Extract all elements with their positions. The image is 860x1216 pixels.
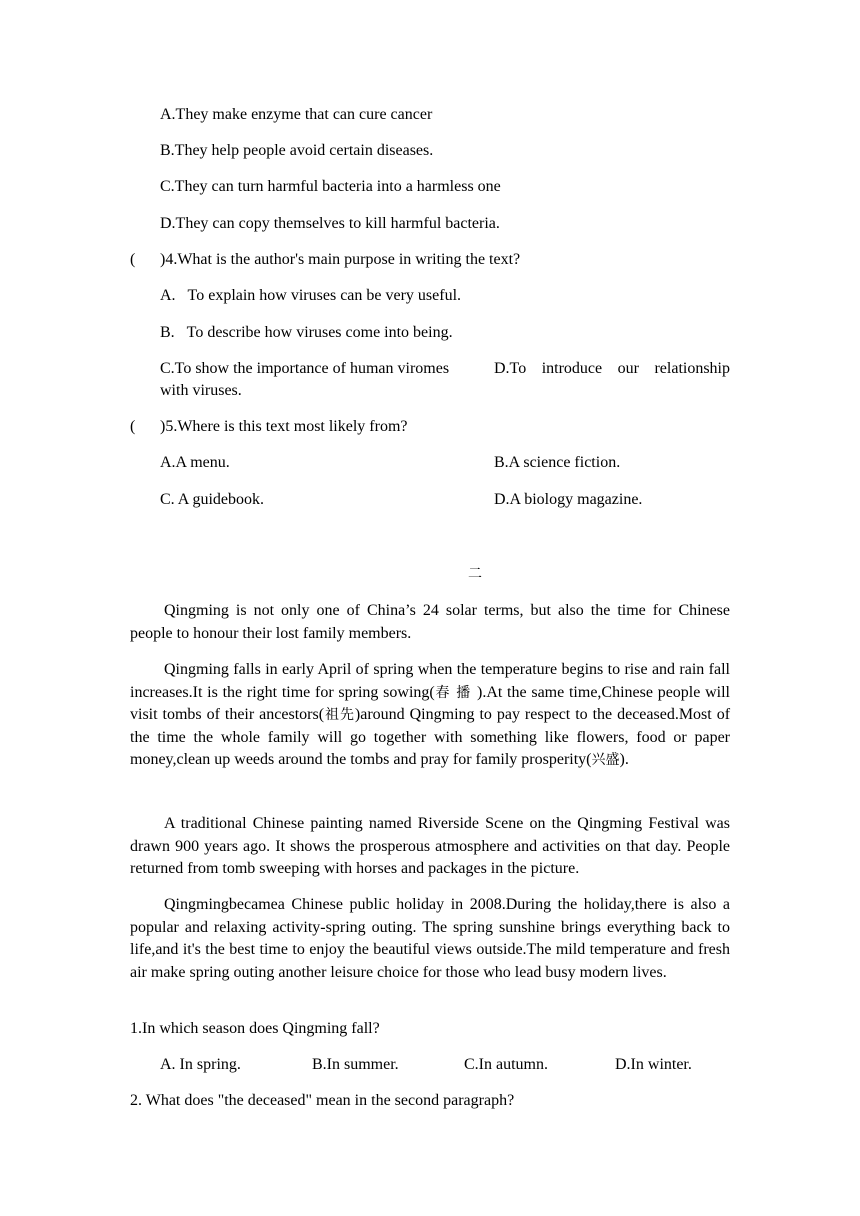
passage-paragraph-1: Qingming is not only one of China’s 24 solar terms, but also the time for Chinese people to honour their lost family members. bbox=[130, 602, 730, 642]
q4-option-d: D.To introduce our relationship bbox=[494, 360, 730, 377]
q4-option-c: C.To show the importance of human viromes bbox=[160, 360, 450, 377]
q3-option-b: B.They help people avoid certain diseases. bbox=[160, 142, 434, 159]
question-5 bbox=[130, 416, 408, 438]
q1-option-c: C.In autumn. bbox=[464, 1056, 548, 1073]
q3-option-c: C.They can turn harmful bacteria into a harmless one bbox=[160, 178, 501, 195]
q4-option-b: B. To describe how viruses come into being. bbox=[160, 324, 453, 341]
answer-blank-paren: ( bbox=[130, 418, 136, 435]
q1-option-b: B.In summer. bbox=[312, 1056, 399, 1073]
section-heading: 二 bbox=[468, 566, 482, 582]
question-4-text: )4.What is the author's main purpose in writing the text? bbox=[160, 251, 521, 268]
question-2: 2. What does "the deceased" mean in the second paragraph? bbox=[130, 1092, 515, 1109]
q4-option-c-continued: with viruses. bbox=[160, 382, 242, 399]
answer-blank-paren: ( bbox=[130, 251, 136, 268]
question-1: 1.In which season does Qingming fall? bbox=[130, 1020, 380, 1037]
q3-option-d: D.They can copy themselves to kill harmful bacteria. bbox=[160, 215, 500, 232]
q4-option-a: A. To explain how viruses can be very useful. bbox=[160, 287, 462, 304]
q5-option-a: A.A menu. bbox=[160, 454, 230, 471]
passage-paragraph-4: Qingmingbecamea Chinese public holiday in 2008.During the holiday,there is also a popular and relaxing activity-spring outing. The spring sunshine brings everything back to life,and it's the best time to enjoy the beautiful views outside.The mild temperature and fresh air make spring outing another leisure choice for those who lead busy modern lives. bbox=[130, 896, 730, 981]
question-4 bbox=[130, 249, 520, 271]
q5-option-d: D.A biology magazine. bbox=[494, 491, 643, 508]
q5-option-b: B.A science fiction. bbox=[494, 454, 621, 471]
passage-paragraph-3: A traditional Chinese painting named Riverside Scene on the Qingming Festival was drawn 900 years ago. It shows the prosperous atmosphere and activities on that day. People returned from tomb sweeping with horses and packages in the picture. bbox=[130, 815, 730, 877]
passage-paragraph-2: Qingming falls in early April of spring when the temperature begins to rise and rain fall increases.It is the right time for spring sowing(春播).At the same time,Chinese people will visit tombs of their ancestors(祖先)around Qingming to pay respect to the deceased.Most of the time the whole family will go together with something like flowers, food or paper money,clean up weeds around the tombs and pray for family prosperity(兴盛). bbox=[130, 661, 731, 768]
question-5-text: )5.Where is this text most likely from? bbox=[160, 418, 408, 435]
q3-option-a: A.They make enzyme that can cure cancer bbox=[160, 106, 433, 123]
q5-option-c: C. A guidebook. bbox=[160, 491, 265, 508]
q1-option-d: D.In winter. bbox=[615, 1056, 692, 1073]
q1-option-a: A. In spring. bbox=[160, 1056, 241, 1073]
